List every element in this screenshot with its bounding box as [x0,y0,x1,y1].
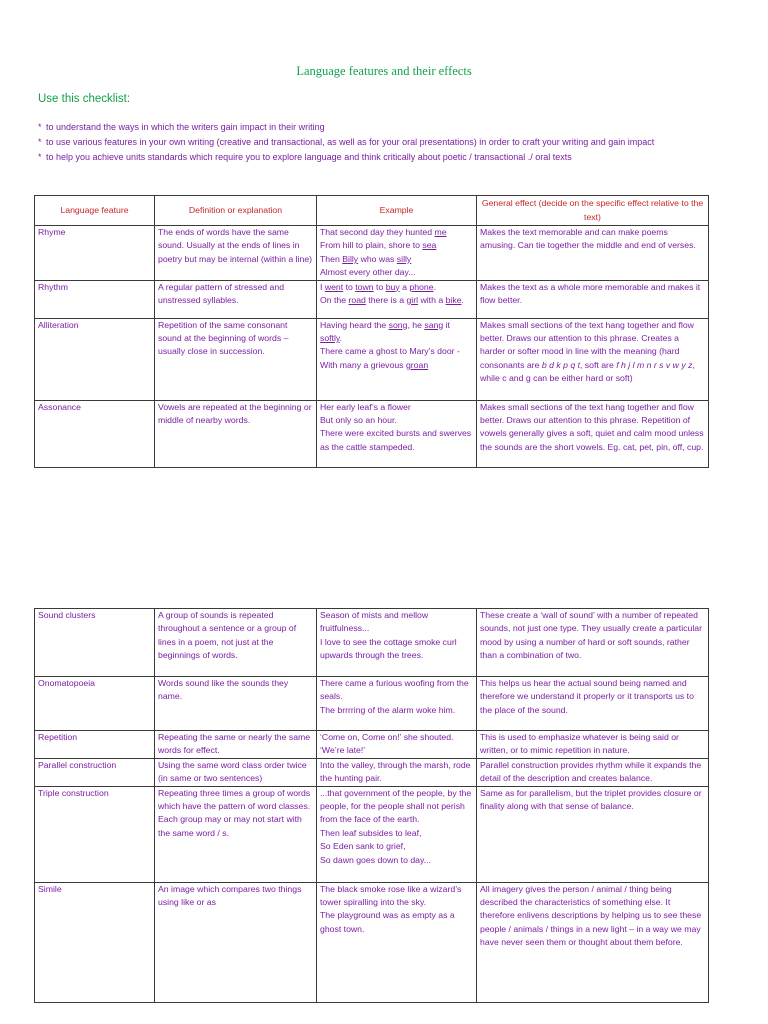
document-title: Language features and their effects [296,64,472,78]
header-definition: Definition or explanation [155,196,317,226]
example-line [320,345,473,372]
example-cell [317,758,477,786]
header-example: Example [317,196,477,226]
underlined-word: groan [405,359,429,370]
example-cell [317,226,477,281]
table-row [35,280,709,318]
example-cell [317,677,477,731]
example-line [320,909,473,936]
example-line [320,677,473,704]
example-text: Having heard the [320,319,389,330]
definition-cell: An image which compares two things using like or as [155,882,317,1002]
feature-cell: Assonance [35,400,155,467]
example-text: , he [407,319,425,330]
table-row [35,609,709,677]
effect-cell: This helps us hear the actual sound being named and therefore we understand it properly or it transports us to the place of the sound. [477,677,709,731]
example-line [320,427,473,440]
effect-text: , soft are [579,359,617,370]
checklist-item-text: to understand the ways in which the writers gain impact in their writing [46,122,325,132]
example-line [320,759,473,786]
feature-cell: Onomatopoeia [35,677,155,731]
underlined-word: town [355,281,374,292]
definition-cell: A group of sounds is repeated throughout a sentence or a group of lines in a poem, not just at the beginnings of words. [155,609,317,677]
example-cell [317,609,477,677]
effect-cell [477,318,709,400]
example-text: upwards through the trees. [320,650,424,661]
example-text: I [320,281,325,292]
example-line [320,253,473,266]
feature-cell: Triple construction [35,786,155,882]
definition-cell: Vowels are repeated at the beginning or middle of nearby words. [155,400,317,467]
effect-cell: Same as for parallelism, but the triplet provides closure or finality along with that sense of balance. [477,786,709,882]
checklist-item-text: to help you achieve units standards which require you to explore language and think critically about poetic / transactional ./ oral texts [46,152,572,162]
effect-cell: These create a ‘wall of sound’ with a number of repeated sounds, not just one type. They usually create a particular mood by using a number of hard or soft sounds, rather than a combination of two. [477,609,709,677]
example-cell [317,786,477,882]
example-text: as the cattle stampeded. [320,441,415,452]
example-text: there is a [365,295,407,306]
example-line [320,319,473,346]
example-text: There came a ghost to Mary’s door - With many a grievous [320,346,460,370]
table-row [35,882,709,1002]
effect-cell: Makes small sections of the text hang together and flow better. Draws our attention to this phrase. Repetition of vowels generally gives a soft, quiet and calm mood unless the sounds are the short vowels. Eg. cat, pet, pin, off, cup. [477,400,709,467]
underlined-word: me [434,227,447,237]
example-text: it [443,319,450,330]
example-text: From hill to plain, shore to [320,240,423,251]
example-line [320,883,473,910]
example-text: who was [358,253,397,264]
feature-cell: Parallel construction [35,758,155,786]
example-cell [317,400,477,467]
underlined-word: softly [320,333,340,344]
example-line [320,840,473,853]
example-text: a [399,281,410,292]
example-text: . [461,295,464,306]
italic-letters: f h j l m n r s v w y z [616,359,693,370]
table-row [35,400,709,467]
definition-cell: Repeating the same or nearly the same words for effect. [155,731,317,759]
asterisk-icon: * [38,137,42,147]
effect-cell: Parallel construction provides rhythm while it expands the detail of the description and creates balance. [477,758,709,786]
table-row [35,731,709,759]
example-cell [317,731,477,759]
example-text: . [339,333,343,344]
example-text: There came a furious woofing from the seals. [320,678,469,702]
underlined-word: bike [445,295,462,306]
feature-cell: Simile [35,882,155,1002]
asterisk-icon: * [38,152,42,162]
checklist-heading: Use this checklist: [38,93,131,105]
effect-cell: Makes the text memorable and can make poems amusing. Can tie together the middle and end of verses. [477,226,709,281]
feature-cell: Rhyme [35,226,155,281]
feature-cell: Alliteration [35,318,155,400]
example-text: . [433,281,436,292]
example-line [320,704,473,717]
example-line [320,441,473,454]
example-line [320,281,473,294]
example-line [320,787,473,827]
example-line [320,854,473,867]
underlined-word: road [348,295,366,306]
feature-cell: Repetition [35,731,155,759]
table-row [35,226,709,281]
effect-cell: All imagery gives the person / animal / thing being described the characteristics of something else. It therefore enlivens descriptions by helping us to see these people / animals / things in a new light – in a way we may have never seen them or thought about them before. [477,882,709,1002]
language-features-table-continued [34,608,709,1003]
example-cell [317,318,477,400]
underlined-word: Billy [342,253,359,264]
example-text: So dawn goes down to day... [320,854,431,865]
example-text: But only so an hour. [320,415,397,426]
example-line [320,649,473,662]
effect-text: , while c and g can be either hard or soft) [480,359,695,384]
example-text: There were excited bursts and swerves [320,428,472,439]
definition-cell: Repeating three times a group of words which have the pattern of word classes. Each group may or may not start with the same word / s. [155,786,317,882]
header-feature: Language feature [35,196,155,226]
example-line [320,266,473,279]
table-row [35,677,709,731]
table-row [35,318,709,400]
example-text: The playground was as empty as a ghost town. [320,910,455,934]
example-text: On the [320,295,349,306]
example-line [320,636,473,649]
example-line [320,827,473,840]
checklist-item [38,150,658,165]
example-text: Season of mists and mellow fruitfulness... [320,610,429,634]
example-text: That second day they hunted [320,227,435,237]
example-text: with a [418,295,446,306]
example-text: ...that government of the people, by the people, for the people shall not perish from the face of the earth. [320,787,472,825]
feature-cell: Rhythm [35,280,155,318]
example-line [320,239,473,252]
effect-text: Makes small sections of the text hang together and flow better. Draws our attention to this phrase. Creates a harder or softer mood in line with the meaning (hard consonants are [480,319,694,370]
italic-letters: b d k p q t [541,359,580,370]
checklist-item-text: to use various features in your own writing (creative and transactional, as well as for your oral presentations) in order to craft your writing and gain impact [46,137,655,147]
example-line [320,401,473,414]
example-text: Then [320,253,343,264]
table-header-row [35,196,709,226]
underlined-word: sang [424,319,444,330]
definition-cell: A regular pattern of stressed and unstressed syllables. [155,280,317,318]
example-text: Then leaf subsides to leaf, [320,827,422,838]
example-text: Her early leaf’s a flower [320,401,411,412]
underlined-word: went [324,281,344,292]
example-line [320,294,473,307]
definition-cell: Using the same word class order twice (in same or two sentences) [155,758,317,786]
example-cell [317,280,477,318]
example-text: The brrrring of the alarm woke him. [320,704,456,715]
checklist-item [38,120,658,135]
example-cell [317,882,477,1002]
checklist-item [38,135,658,150]
example-text: Almost every other day... [320,267,416,278]
example-text: The black smoke rose like a wizard’s tower spiralling into the sky. [320,883,462,908]
definition-cell: The ends of words have the same sound. Usually at the ends of lines in poetry but may be internal (within a line) [155,226,317,281]
example-text: to [373,281,386,292]
language-features-table [34,195,709,468]
definition-cell: Words sound like the sounds they name. [155,677,317,731]
underlined-word: phone [409,281,434,292]
effect-cell: Makes the text as a whole more memorable and makes it flow better. [477,280,709,318]
example-text: to [343,281,356,292]
underlined-word: song [388,319,408,330]
underlined-word: sea [422,240,437,251]
example-line [320,414,473,427]
example-line [320,609,473,636]
asterisk-icon: * [38,122,42,132]
checklist-bullets [38,120,658,165]
example-text: I love to see the cottage smoke curl [320,636,457,647]
underlined-word: girl [406,295,419,306]
underlined-word: buy [385,281,400,292]
example-text: So Eden sank to grief, [320,841,406,852]
effect-cell: This is used to emphasize whatever is being said or written, or to mimic repetition in nature. [477,731,709,759]
example-line [320,226,473,239]
definition-cell: Repetition of the same consonant sound at the beginning of words – usually close in succession. [155,318,317,400]
example-line [320,731,473,758]
example-text: ‘Come on, Come on!’ she shouted. ‘We’re late!’ [320,732,454,756]
header-effect: General effect (decide on the specific effect relative to the text) [477,196,709,226]
feature-cell: Sound clusters [35,609,155,677]
table-row [35,758,709,786]
underlined-word: silly [396,253,412,264]
table-row [35,786,709,882]
example-text: Into the valley, through the marsh, rode the hunting pair. [320,759,471,784]
